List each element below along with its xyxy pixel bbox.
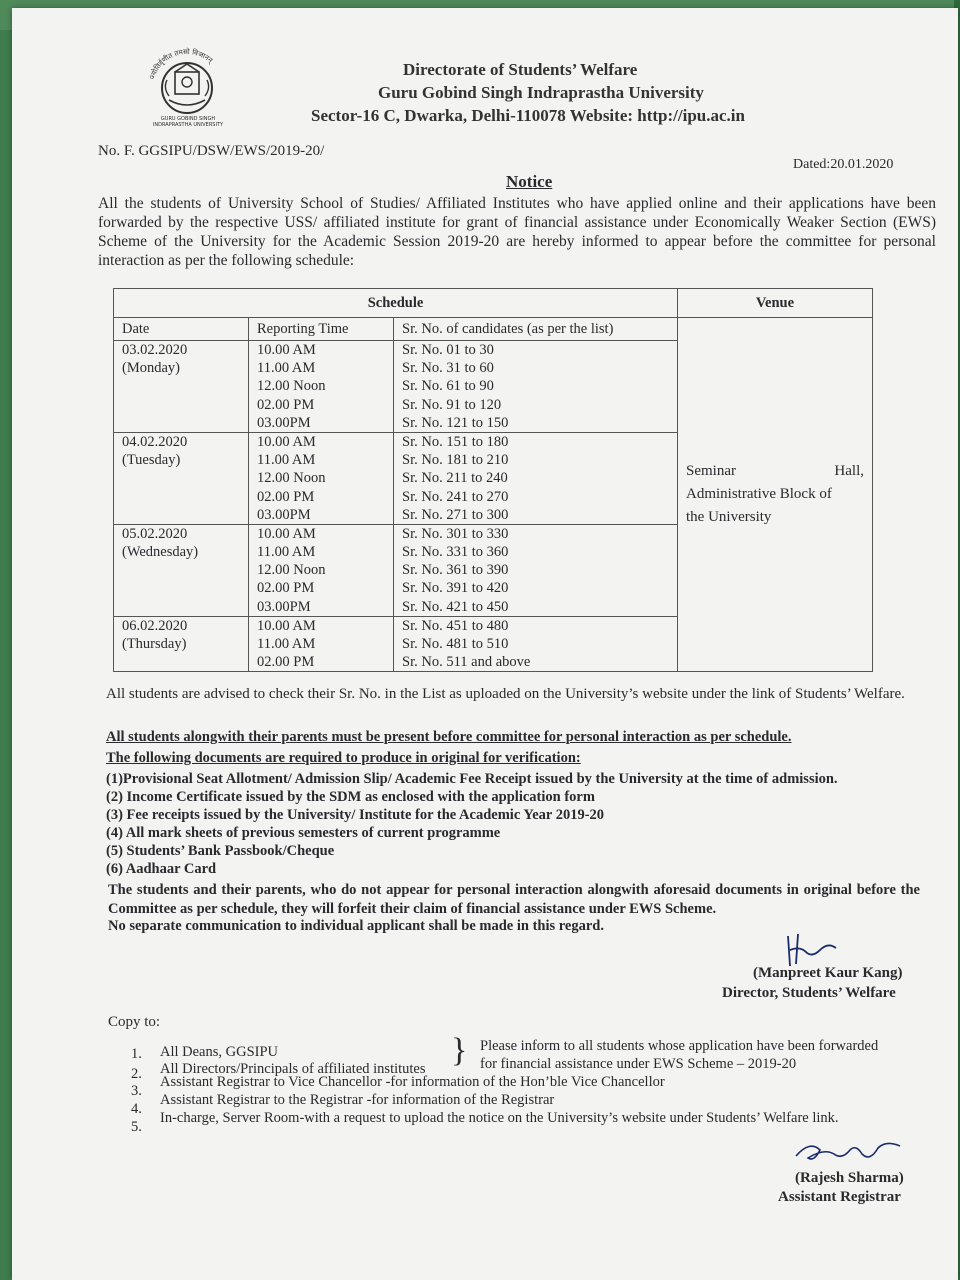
- col-time: Reporting Time: [249, 318, 394, 341]
- brace-note-line1: Please inform to all students whose application have been forwarded: [480, 1038, 879, 1054]
- venue-line3: the University: [686, 509, 772, 526]
- time-cell: 11.00 AM: [257, 452, 316, 469]
- time-cell: 12.00 Noon: [257, 470, 326, 487]
- parents-line: All students alongwith their parents must be present before committee for personal interaction as per schedule.: [106, 729, 792, 745]
- letterhead-line2: Guru Gobind Singh Indraprastha University: [378, 83, 704, 102]
- brace-note-line2: for financial assistance under EWS Scheme – 2019-20: [480, 1056, 797, 1072]
- time-cell: 12.00 Noon: [257, 378, 326, 395]
- list-item: (2) Income Certificate issued by the SDM as enclosed with the application form: [106, 789, 595, 805]
- day-cell: (Tuesday): [122, 452, 181, 469]
- sr-cell: Sr. No. 241 to 270: [402, 488, 509, 505]
- sr-cell: Sr. No. 211 to 240: [402, 470, 508, 487]
- copy-item: Assistant Registrar to the Registrar -for information of the Registrar: [160, 1092, 555, 1108]
- sr-cell: Sr. No. 451 to 480: [402, 617, 509, 634]
- copy-num: 5.: [131, 1119, 142, 1135]
- time-cell: 02.00 PM: [257, 580, 315, 597]
- time-cell: 02.00 PM: [257, 488, 315, 505]
- director-name: (Manpreet Kaur Kang): [753, 965, 903, 981]
- time-cell: 03.00PM: [257, 414, 311, 431]
- signature-registrar-icon: [790, 1132, 910, 1172]
- copy-item: In-charge, Server Room-with a request to upload the notice on the University’s website under Students’ Welfare link.: [160, 1110, 839, 1126]
- time-cell: 12.00 Noon: [257, 562, 326, 579]
- documents-list: [106, 770, 926, 878]
- time-cell: 03.00PM: [257, 506, 311, 523]
- registrar-name: (Rajesh Sharma): [795, 1170, 904, 1186]
- copy-num: 1.: [131, 1046, 142, 1062]
- sr-cell: Sr. No. 421 to 450: [402, 598, 509, 615]
- letterhead-line3: Sector-16 C, Dwarka, Delhi-110078 Website: http://ipu.ac.in: [311, 106, 745, 125]
- time-cell: 10.00 AM: [257, 525, 316, 542]
- letterhead-line1: Directorate of Students’ Welfare: [403, 60, 638, 79]
- date: Dated:20.01.2020: [793, 157, 894, 172]
- sr-cell: Sr. No. 61 to 90: [402, 378, 494, 395]
- sr-cell: Sr. No. 121 to 150: [402, 414, 509, 431]
- venue-line1: Seminar: [686, 463, 736, 480]
- date-cell: 05.02.2020: [122, 525, 188, 542]
- day-cell: (Wednesday): [122, 544, 199, 561]
- copy-to-label: Copy to:: [108, 1014, 161, 1030]
- sr-cell: Sr. No. 391 to 420: [402, 580, 509, 597]
- sr-cell: Sr. No. 481 to 510: [402, 636, 509, 652]
- schedule-heading: Schedule: [114, 289, 678, 318]
- schedule-table: [113, 288, 873, 672]
- sr-cell: Sr. No. 181 to 210: [402, 452, 509, 469]
- time-cell: 10.00 AM: [257, 433, 316, 450]
- sr-cell: Sr. No. 91 to 120: [402, 396, 502, 413]
- time-cell: 02.00 PM: [257, 396, 315, 413]
- day-cell: (Monday): [122, 360, 180, 377]
- date-cell: 04.02.2020: [122, 433, 188, 450]
- list-item: (4) All mark sheets of previous semesters of current programme: [106, 825, 501, 841]
- list-item: (5) Students’ Bank Passbook/Cheque: [106, 843, 335, 859]
- svg-text:ज्योतिर्वृणीत तमसो विजानन्: ज्योतिर्वृणीत तमसो विजानन्: [148, 47, 214, 81]
- advice-paragraph: All students are advised to check their Sr. No. in the List as uploaded on the University’s website under the link of Students’ Welfare.: [106, 686, 905, 702]
- sr-cell: Sr. No. 271 to 300: [402, 506, 509, 523]
- sr-cell: Sr. No. 31 to 60: [402, 360, 494, 377]
- brace-icon: }: [451, 1032, 468, 1069]
- copy-item: All Directors/Principals of affiliated institutes: [160, 1061, 426, 1077]
- time-cell: 11.00 AM: [257, 360, 316, 377]
- list-item: (6) Aadhaar Card: [106, 861, 217, 877]
- day-cell: (Thursday): [122, 636, 187, 652]
- date-cell: 06.02.2020: [122, 617, 188, 634]
- col-date: Date: [114, 318, 249, 341]
- documents-heading: The following documents are required to produce in original for verification:: [106, 750, 581, 766]
- director-title: Director, Students’ Welfare: [722, 985, 896, 1001]
- copy-item: Assistant Registrar to Vice Chancellor -for information of the Hon’ble Vice Chancellor: [160, 1074, 665, 1090]
- venue-line1b: Hall,: [834, 463, 864, 480]
- warning-paragraph: The students and their parents, who do not appear for personal interaction alongwith aforesaid documents in original before the Committee as per schedule, they will forfeit their claim of financial assistance under EWS Scheme.: [108, 882, 920, 917]
- time-cell: 02.00 PM: [257, 654, 315, 671]
- copy-num: 3.: [131, 1083, 142, 1099]
- sr-cell: Sr. No. 331 to 360: [402, 544, 509, 561]
- venue-cell: [678, 318, 873, 672]
- no-separate-line: No separate communication to individual applicant shall be made in this regard.: [108, 918, 604, 934]
- file-number: No. F. GGSIPU/DSW/EWS/2019-20/: [98, 143, 325, 159]
- date-cell: 03.02.2020: [122, 342, 188, 358]
- notice-title: Notice: [506, 172, 553, 191]
- sr-cell: Sr. No. 01 to 30: [402, 342, 494, 358]
- time-cell: 03.00PM: [257, 598, 311, 615]
- copy-item: All Deans, GGSIPU: [160, 1044, 279, 1060]
- col-sr: Sr. No. of candidates (as per the list): [394, 318, 678, 341]
- time-cell: 10.00 AM: [257, 342, 316, 358]
- registrar-title: Assistant Registrar: [778, 1189, 901, 1205]
- time-cell: 11.00 AM: [257, 636, 316, 652]
- time-cell: 10.00 AM: [257, 617, 316, 634]
- venue-line2: Administrative Block of: [686, 486, 832, 503]
- time-cell: 11.00 AM: [257, 544, 316, 561]
- sr-cell: Sr. No. 511 and above: [402, 654, 531, 671]
- copy-num: 4.: [131, 1101, 142, 1117]
- list-item: (1)Provisional Seat Allotment/ Admission Slip/ Academic Fee Receipt issued by the University at the time of admission.: [106, 771, 838, 787]
- sr-cell: Sr. No. 151 to 180: [402, 433, 509, 450]
- list-item: (3) Fee receipts issued by the University/ Institute for the Academic Year 2019-20: [106, 807, 605, 823]
- sr-cell: Sr. No. 361 to 390: [402, 562, 509, 579]
- intro-paragraph: All the students of University School of Studies/ Affiliated Institutes who have applied online and their applications have been forwarded by the respective USS/ affiliated institute for grant of financial assistance under Economically Weaker Section (EWS) Scheme of the University for the Academic Session 2019-20 are hereby informed to appear before the committee for personal interaction as per the following schedule:: [98, 195, 936, 269]
- sr-cell: Sr. No. 301 to 330: [402, 525, 509, 542]
- venue-heading: Venue: [678, 289, 873, 318]
- copy-num: 2.: [131, 1066, 142, 1082]
- logo-caption: GURU GOBIND SINGH INDRAPRASTHA UNIVERSITY: [152, 116, 224, 128]
